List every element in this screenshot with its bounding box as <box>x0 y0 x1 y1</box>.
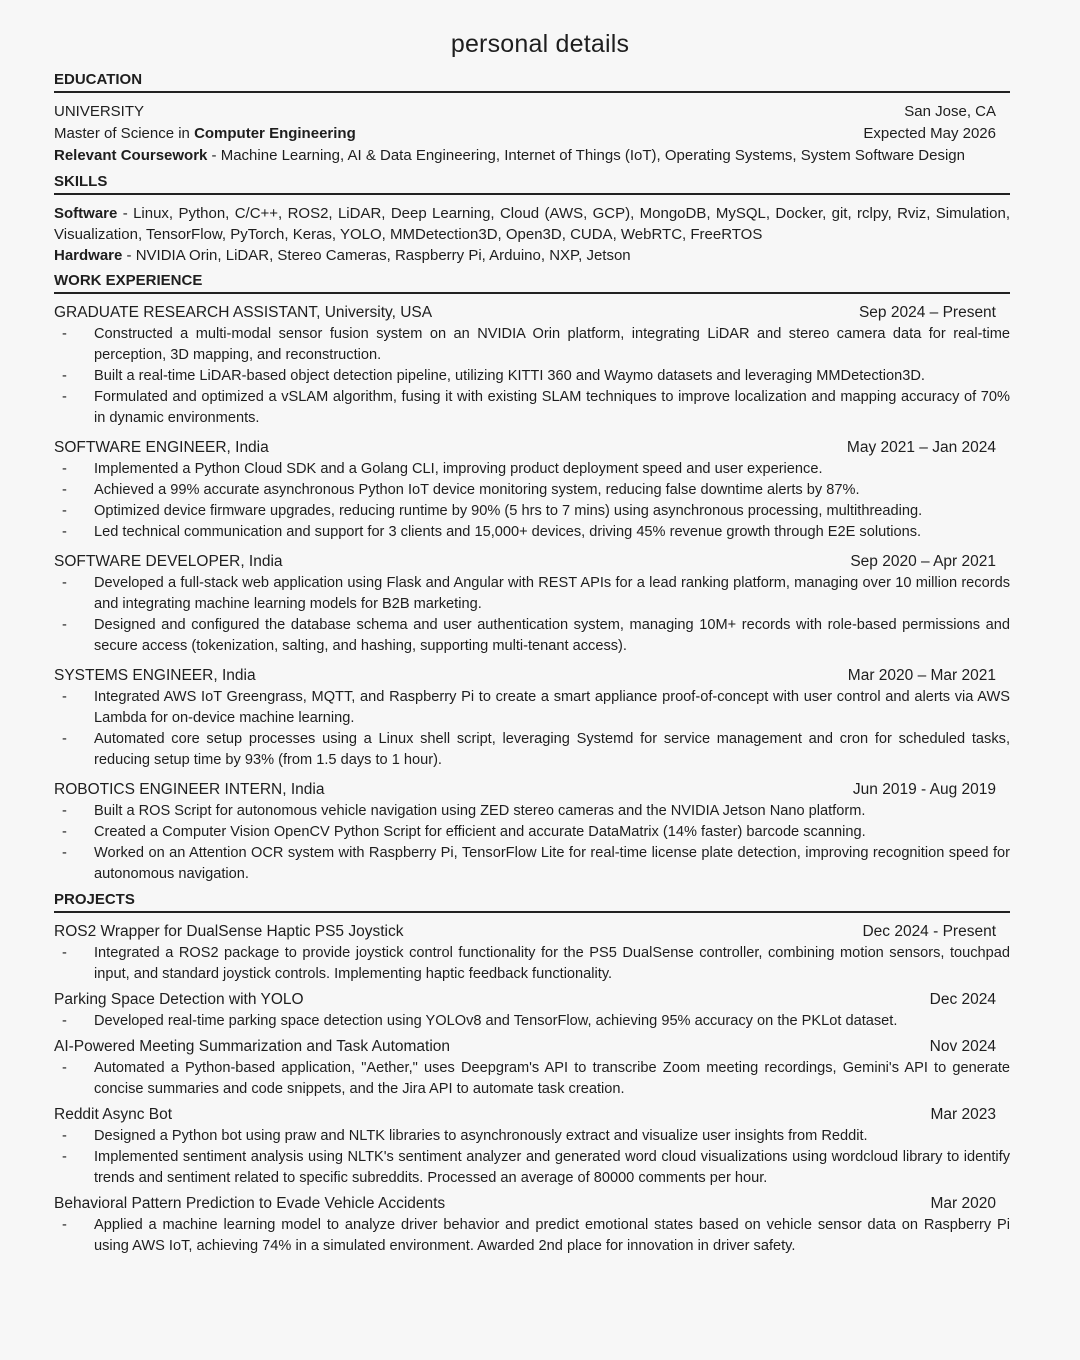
job-entry <box>54 551 1010 657</box>
job-entry-header <box>54 302 1010 324</box>
project-entry-bullets <box>54 1126 1010 1189</box>
bullet-point: - Created a Computer Vision OpenCV Python Script for efficient and accurate DataMatrix (14% faster) barcode scanning. <box>54 822 1010 843</box>
job-entry-bullets <box>54 687 1010 771</box>
job-list <box>54 302 1010 885</box>
project-entry-header <box>54 989 1010 1011</box>
skills-heading: SKILLS <box>54 173 1010 195</box>
education-school-row <box>54 101 1010 123</box>
coursework-label: Relevant Coursework <box>54 147 208 164</box>
job-title: SYSTEMS ENGINEER, India <box>54 667 256 684</box>
degree-prefix: Master of Science in <box>54 125 195 142</box>
project-title: Behavioral Pattern Prediction to Evade Vehicle Accidents <box>54 1195 446 1212</box>
bullet-point: - Led technical communication and support for 3 clients and 15,000+ devices, driving 45% revenue growth through E2E solutions. <box>54 522 1010 543</box>
job-date: Jun 2019 - Aug 2019 <box>852 781 996 798</box>
project-entry-bullets <box>54 1058 1010 1100</box>
project-list <box>54 921 1010 1257</box>
bullet-point: - Designed a Python bot using praw and NLTK libraries to asynchronously extract and visualize user insights from Reddit. <box>54 1126 1010 1147</box>
job-entry <box>54 665 1010 771</box>
project-entry-header <box>54 1104 1010 1126</box>
bullet-point: - Designed and configured the database schema and user authentication system, managing 10M+ records with role-based permissions and secure access (tokenization, salting, and hashing, supporting multi-tenant access). <box>54 615 1010 657</box>
bullet-point: - Formulated and optimized a vSLAM algorithm, fusing it with existing SLAM techniques to improve localization and mapping accuracy of 70% in dynamic environments. <box>54 387 1010 429</box>
degree-field: Computer Engineering <box>194 125 356 142</box>
software-skills <box>54 203 1010 245</box>
bullet-point: - Applied a machine learning model to analyze driver behavior and predict emotional states based on vehicle sensor data on Raspberry Pi using AWS IoT, achieving 74% in a simulated environment. Awarded 2nd place for innovation in driver safety. <box>54 1215 1010 1257</box>
bullet-point: - Implemented a Python Cloud SDK and a Golang CLI, improving product deployment speed and user experience. <box>54 459 1010 480</box>
project-date: Mar 2020 <box>930 1195 996 1212</box>
school-name: UNIVERSITY <box>54 103 145 120</box>
job-date: Mar 2020 – Mar 2021 <box>847 667 996 684</box>
project-entry-bullets <box>54 1011 1010 1032</box>
hardware-skills <box>54 245 1010 266</box>
bullet-point: - Optimized device firmware upgrades, reducing runtime by 90% (5 hrs to 7 mins) using asynchronous processing, multithreading. <box>54 501 1010 522</box>
job-date: Sep 2020 – Apr 2021 <box>850 553 996 570</box>
job-entry-header <box>54 779 1010 801</box>
job-entry-header <box>54 665 1010 687</box>
education-heading: EDUCATION <box>54 71 1010 93</box>
project-title: ROS2 Wrapper for DualSense Haptic PS5 Joystick <box>54 923 404 940</box>
bullet-point: - Automated a Python-based application, "Aether," uses Deepgram's API to transcribe Zoom meeting recordings, Gemini's API to generate concise summaries and code snippets, and the Jira API to automate task creation. <box>54 1058 1010 1100</box>
bullet-point: - Constructed a multi-modal sensor fusion system on an NVIDIA Orin platform, integrating LiDAR and stereo camera data for real-time perception, 3D mapping, and reconstruction. <box>54 324 1010 366</box>
skills-section <box>54 173 1010 266</box>
software-text: - Linux, Python, C/C++, ROS2, LiDAR, Deep Learning, Cloud (AWS, GCP), MongoDB, MySQL, Docker, git, rclpy, Rviz, Simulation, Visualization, TensorFlow, PyTorch, Keras, YOLO, MMDetection3D, Open3D, CUDA, WebRTC, FreeRTOS <box>54 205 1010 243</box>
bullet-point: - Achieved a 99% accurate asynchronous Python IoT device monitoring system, reducing false downtime alerts by 87%. <box>54 480 1010 501</box>
school-location: San Jose, CA <box>904 103 996 120</box>
job-date: May 2021 – Jan 2024 <box>846 439 996 456</box>
project-entry-bullets <box>54 943 1010 985</box>
project-entry <box>54 1036 1010 1100</box>
project-title: Reddit Async Bot <box>54 1106 173 1123</box>
project-date: Nov 2024 <box>929 1038 996 1055</box>
project-entry-bullets <box>54 1215 1010 1257</box>
bullet-point: - Integrated a ROS2 package to provide joystick control functionality for the PS5 DualSense controller, combining motion sensors, touchpad input, and standard joystick controls. Implementing haptic feedback functionality. <box>54 943 1010 985</box>
bullet-point: - Implemented sentiment analysis using NLTK's sentiment analyzer and generated word cloud visualizations using wordcloud library to identify trends and sentiment related to specific subreddits. Processed an average of 80000 comments per hour. <box>54 1147 1010 1189</box>
project-title: Parking Space Detection with YOLO <box>54 991 304 1008</box>
project-entry-header <box>54 1036 1010 1058</box>
job-entry-bullets <box>54 573 1010 657</box>
job-entry <box>54 437 1010 543</box>
project-entry <box>54 921 1010 985</box>
job-title: ROBOTICS ENGINEER INTERN, India <box>54 781 325 798</box>
project-date: Dec 2024 <box>929 991 996 1008</box>
bullet-point: - Developed a full-stack web application using Flask and Angular with REST APIs for a lead ranking platform, managing over 10 million records and integrating machine learning models for B2B marketing. <box>54 573 1010 615</box>
job-entry-header <box>54 437 1010 459</box>
software-label: Software <box>54 205 118 222</box>
bullet-point: - Automated core setup processes using a Linux shell script, leveraging Systemd for service management and cron for scheduled tasks, reducing setup time by 93% (from 1.5 days to 1 hour). <box>54 729 1010 771</box>
bullet-point: - Built a ROS Script for autonomous vehicle navigation using ZED stereo cameras and the NVIDIA Jetson Nano platform. <box>54 801 1010 822</box>
work-section <box>54 272 1010 885</box>
job-entry <box>54 779 1010 885</box>
projects-section <box>54 891 1010 1257</box>
bullet-point: - Built a real-time LiDAR-based object detection pipeline, utilizing KITTI 360 and Waymo datasets and leveraging MMDetection3D. <box>54 366 1010 387</box>
job-entry-bullets <box>54 324 1010 429</box>
degree-date: Expected May 2026 <box>863 125 996 142</box>
job-title: SOFTWARE ENGINEER, India <box>54 439 269 456</box>
education-degree-row <box>54 123 1010 145</box>
job-entry-header <box>54 551 1010 573</box>
project-entry-header <box>54 1193 1010 1215</box>
project-entry <box>54 989 1010 1032</box>
job-entry <box>54 302 1010 429</box>
education-section <box>54 71 1010 167</box>
project-date: Mar 2023 <box>930 1106 996 1123</box>
project-date: Dec 2024 - Present <box>862 923 996 940</box>
hardware-text: - NVIDIA Orin, LiDAR, Stereo Cameras, Raspberry Pi, Arduino, NXP, Jetson <box>122 247 631 264</box>
project-entry-header <box>54 921 1010 943</box>
projects-heading: PROJECTS <box>54 891 1010 913</box>
bullet-point: - Integrated AWS IoT Greengrass, MQTT, and Raspberry Pi to create a smart appliance proof-of-concept with user control and alerts via AWS Lambda for on-device machine learning. <box>54 687 1010 729</box>
project-entry <box>54 1193 1010 1257</box>
job-title: GRADUATE RESEARCH ASSISTANT, University, USA <box>54 304 433 321</box>
project-title: AI-Powered Meeting Summarization and Task Automation <box>54 1038 451 1055</box>
job-title: SOFTWARE DEVELOPER, India <box>54 553 283 570</box>
work-heading: WORK EXPERIENCE <box>54 272 1010 294</box>
page-title: personal details <box>450 30 630 58</box>
project-entry <box>54 1104 1010 1189</box>
job-entry-bullets <box>54 801 1010 885</box>
job-entry-bullets <box>54 459 1010 543</box>
bullet-point: - Developed real-time parking space detection using YOLOv8 and TensorFlow, achieving 95% accuracy on the PKLot dataset. <box>54 1011 1010 1032</box>
bullet-point: - Worked on an Attention OCR system with Raspberry Pi, TensorFlow Lite for real-time license plate detection, improving recognition speed for autonomous navigation. <box>54 843 1010 885</box>
coursework-line <box>54 145 1010 167</box>
job-date: Sep 2024 – Present <box>858 304 996 321</box>
degree <box>54 123 356 145</box>
hardware-label: Hardware <box>54 247 123 264</box>
coursework-text: - Machine Learning, AI & Data Engineering, Internet of Things (IoT), Operating Systems, System Software Design <box>207 147 965 164</box>
